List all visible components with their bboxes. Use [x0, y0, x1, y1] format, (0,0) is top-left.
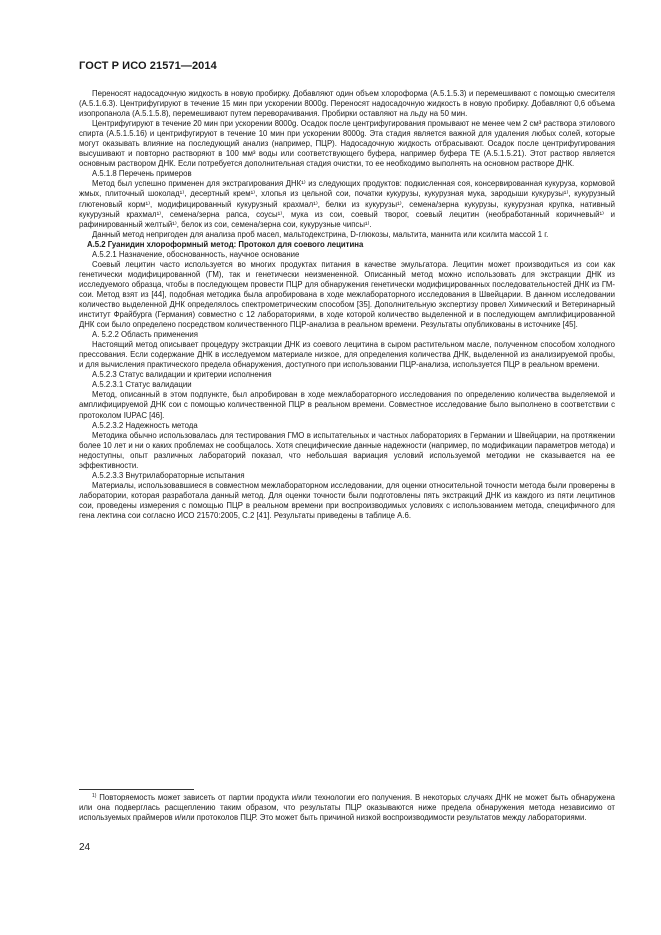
- footnote-mark: 1): [92, 793, 97, 799]
- footnote-text: Повторяемость может зависеть от партии продукта и/или технологии его получения. В некоторых случаях ДНК не может быть обнаружена или она подверглась расщеплению таким образом, что результаты ПЦР оказываются ниже предела обнаружения метода независимо от используемых праймеров и/или протоколов ПЦР. Это может быть причиной низкой воспроизводимости результатов между лабораториями.: [79, 793, 615, 822]
- paragraph: Данный метод непригоден для анализа проб масел, мальтодекстрина, D-глюкозы, мальтита, маннита или ксилита массой 1 г.: [92, 229, 549, 239]
- paragraph: Материалы, использовавшиеся в совместном межлабораторном исследовании, для оценки относительной точности метода были проверены в лаборатории, которая разработала данный метод. Для оценки точности были подготовлены пять экстракций ДНК из каждого из пяти лецитинов сои, проведены измерения с помощью ПЦР в реальном времени при воспроизводимых условиях с использованием метода, специфичного для гена лектина сои согласно ИСО 21570:2005, С.2 [41]. Результаты приведены в таблице А.6.: [79, 480, 615, 520]
- paragraph: Методика обычно использовалась для тестирования ГМО в испытательных и частных лабораториях в Германии и Швейцарии, на протяжении более 10 лет и ни о каких проблемах не сообщалось. Хотя специфические данные надежности (например, по модификации параметров метода) и недоступны, опыт различных лабораторий показал, что небольшая вариация условий используемой методики не сказывается на ее эффективности.: [79, 430, 615, 470]
- section-title: А.5.1.8 Перечень примеров: [92, 169, 192, 179]
- section-title: А.5.2.3.3 Внутрилабораторные испытания: [92, 470, 245, 480]
- paragraph: Метод, описанный в этом подпункте, был апробирован в ходе межлабораторного исследования по определению количества выделяемой и амплифицируемой ДНК сои с помощью количественной ПЦР в реальном времени. Совместное исследование было выполнено в соответствии с протоколом IUPAC [46].: [79, 390, 615, 420]
- section-title: А. 5.2.2 Область применения: [92, 330, 198, 340]
- document-body: [79, 89, 615, 521]
- paragraph: Соевый лецитин часто используется во многих продуктах питания в качестве эмульгатора. Лецитин может производиться из сои как генетически модифицированной (ГМ), так и генетически неизмененной. Описанный метод можно использовать для экстракции ДНК из исследуемого образца, чтобы в последующем провести ПЦР для обнаружения генетически модифицированных последовательностей ДНК из ГМ-сои. Метод взят из [44], подобная методика была апробирована в ходе межлабораторного исследования в Швейцарии. В данном исследовании количество выделенной ДНК определялось спектрометрическим способом [35]. Дополнительную экспертизу провел Химический и Ветеринарный институт Фрайбурга (Германия) совместно с 12 лабораториями, в ходе которой количество выделенной и в последующем амплифицированной ДНК сои было определено посредством количественного ПЦР-анализа в реальном времени. Результаты опубликованы в источнике [45].: [79, 259, 615, 330]
- footnote: [79, 793, 615, 823]
- section-title: А.5.2.3.1 Статус валидации: [92, 380, 192, 390]
- section-title: А.5.2.1 Назначение, обоснованность, научное основание: [92, 249, 300, 259]
- paragraph: Метод был успешно применен для экстрагирования ДНК¹⁾ из следующих продуктов: подкисленная соя, консервированная кукуруза, кормовой жмых, плиточный шоколад¹⁾, десертный крем¹⁾, хлопья из цельной сои, початки кукурузы, кукурузная мука, зародыши кукурузы¹⁾, кукурузный глютеновый корм¹⁾, модифицированный кукурузный крахмал¹⁾, белки из кукурузы¹⁾, семена/зерна кукурузы, кукурузная крупка, нативный кукурузный крахмал¹⁾, семена/зерна рапса, соусы¹⁾, мука из сои, соевый творог, соевый лецитин (необработанный коричневый¹⁾ и рафинированный желтый¹⁾, белок из сои, семена/зерна сои, кукурузные чипсы¹⁾.: [79, 179, 615, 229]
- paragraph: Центрифугируют в течение 20 мин при ускорении 8000g. Осадок после центрифугирования промывают не менее чем 2 см³ раствора этилового спирта (A.5.1.5.16) и центрифугируют в течение 10 мин при ускорении 8000g. Эта стадия является важной для удаления любых солей, которые могут оказывать влияние на последующий анализ (например, ПЦР). Надосадочную жидкость отбрасывают. Осадок после центрифугирования высушивают и повторно растворяют в 100 мм³ воды или соответствующего буфера, например буфера ТЕ (A.5.1.5.21). Этот раствор является основным раствором ДНК. Если потребуется дополнительная стадия очистки, то ее необходимо выполнять на основном растворе ДНК.: [79, 119, 615, 169]
- page-number: 24: [79, 842, 91, 853]
- section-title: А.5.2.3.2 Надежность метода: [92, 420, 198, 430]
- paragraph: Переносят надосадочную жидкость в новую пробирку. Добавляют один объем хлороформа (A.5.1.5.3) и перемешивают с помощью смесителя (A.5.1.6.3). Центрифугируют в течение 15 мин при ускорении 8000g. Переносят надосадочную жидкость в новую пробирку. Добавляют 0,6 объема изопропанола (A.5.1.5.8), перемешивают путем переворачивания. Пробирки оставляют на льду на 50 мин.: [79, 89, 615, 119]
- footnote-divider: [79, 789, 194, 790]
- section-heading: А.5.2 Гуанидин хлороформный метод: Протокол для соевого лецитина: [87, 239, 364, 249]
- section-title: А.5.2.3 Статус валидации и критерии исполнения: [92, 370, 272, 380]
- paragraph: Настоящий метод описывает процедуру экстракции ДНК из соевого лецитина в сыром растительном масле, полученном способом холодного прессования. Если содержание ДНК в исследуемом материале низкое, для определения количества ДНК, выделенной из анализируемой пробы, и для вычисления практического предела обнаружения, доступного при использовании ПЦР-анализа, используется ПЦР в реальном времени.: [79, 340, 615, 370]
- document-header: ГОСТ Р ИСО 21571—2014: [79, 60, 217, 72]
